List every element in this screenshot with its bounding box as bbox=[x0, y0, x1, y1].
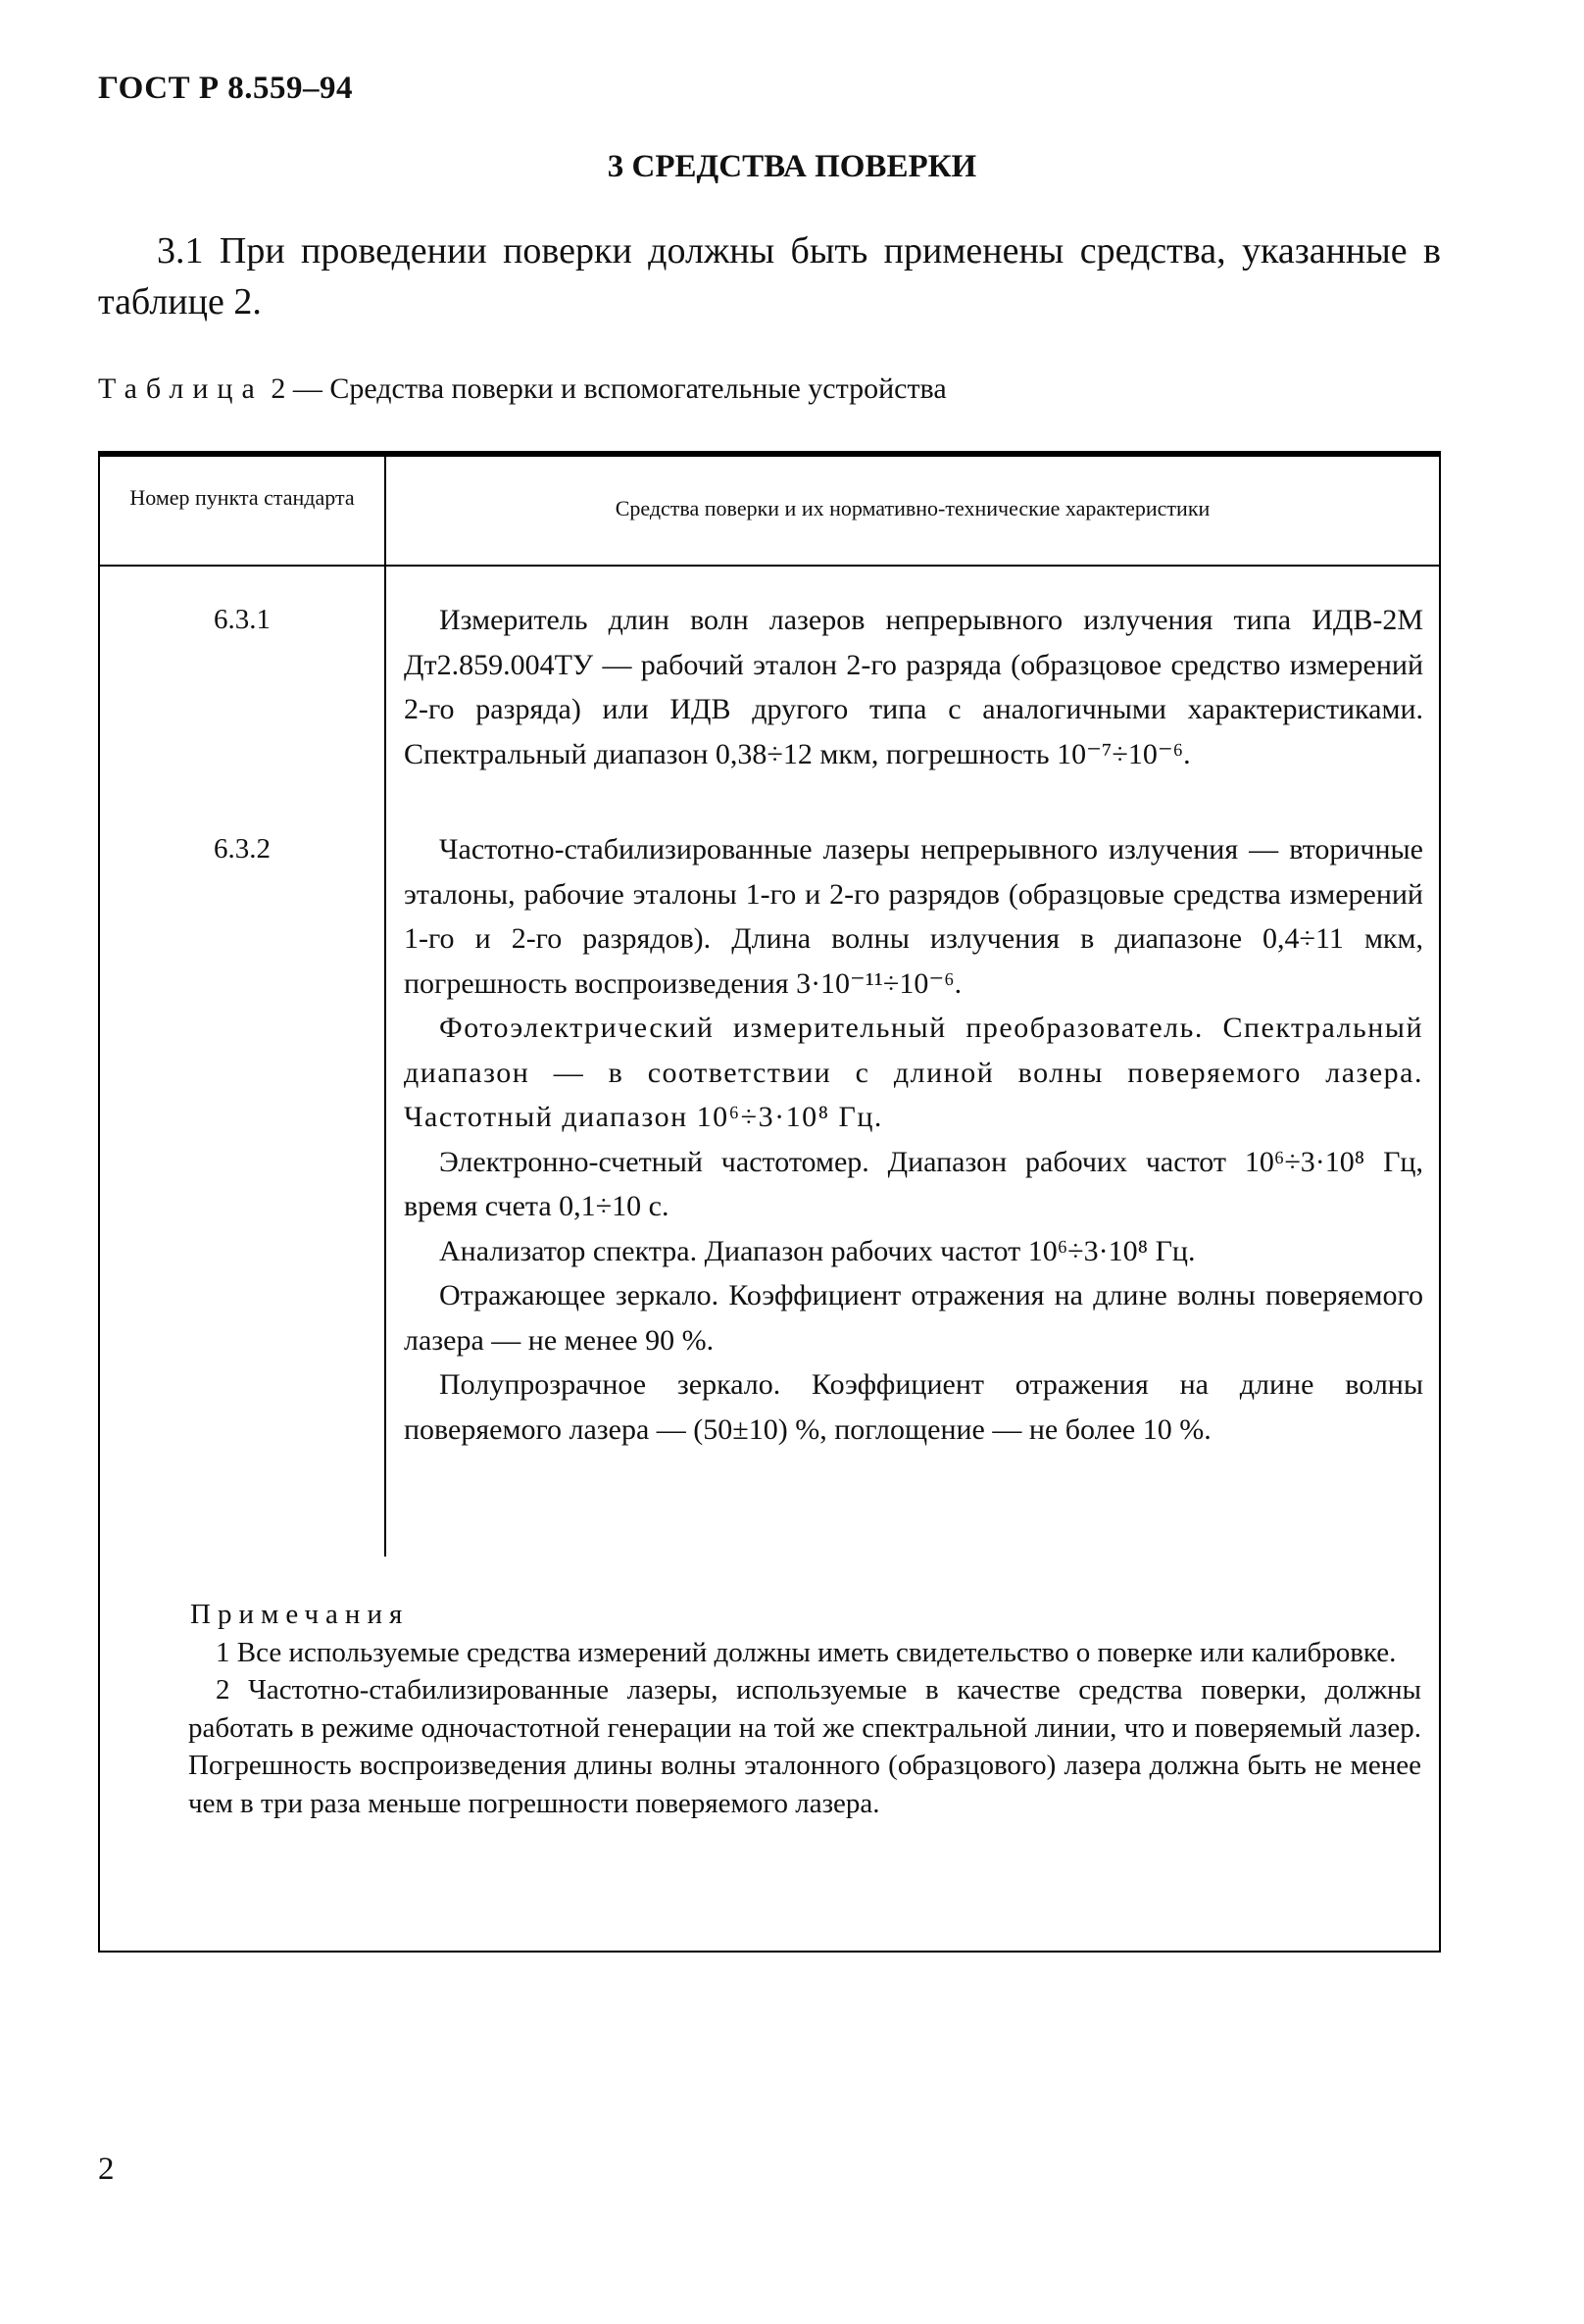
row-paragraph: Анализатор спектра. Диапазон рабочих частот 10⁶÷3·10⁸ Гц. bbox=[439, 1234, 1196, 1267]
table-caption-text: 2 — Средства поверки и вспомогательные устройства bbox=[263, 372, 947, 405]
table-caption-label: Таблица bbox=[98, 372, 264, 405]
table-header-rule bbox=[98, 565, 1441, 567]
row-paragraph: Измеритель длин волн лазеров непрерывного излучения типа ИДВ-2М Дт2.859.004ТУ — рабочий эталон 2-го разряда (образцовое средство измерений 2-го разряда) или ИДВ другого типа с аналогичными характеристиками. Спектральный диапазон 0,38÷12 мкм, погрешность 10⁻⁷÷10⁻⁶. bbox=[404, 604, 1423, 770]
document-code: ГОСТ Р 8.559–94 bbox=[98, 71, 353, 106]
row-paragraph: Фотоэлектрический измерительный преобразователь. Спектральный диапазон — в соответствии с длиной волны поверяемого лазера. Частотный диапазон 10⁶÷3·10⁸ Гц. bbox=[404, 1012, 1423, 1133]
row-paragraph: Отражающее зеркало. Коэффициент отражения на длине волны поверяемого лазера — не менее 90 %. bbox=[404, 1279, 1423, 1357]
section-title: 3 СРЕДСТВА ПОВЕРКИ bbox=[607, 149, 977, 184]
page-number: 2 bbox=[98, 2151, 115, 2187]
table-column-rule-body bbox=[384, 567, 386, 1557]
row-description bbox=[404, 598, 1423, 776]
intro-text: 3.1 При проведении поверки должны быть применены средства, указанные в таблице 2. bbox=[98, 230, 1441, 322]
row-description bbox=[404, 827, 1423, 1452]
notes-block bbox=[190, 1596, 1421, 1822]
note-item: 1 Все используемые средства измерений должны иметь свидетельство о поверке или калибровке. bbox=[216, 1636, 1397, 1668]
table-header-means: Средства поверки и их нормативно-технические характеристики bbox=[615, 496, 1211, 520]
row-paragraph: Частотно-стабилизированные лазеры непрерывного излучения — вторичные эталоны, рабочие эталоны 1-го и 2-го разрядов (образцовые средства измерений 1-го и 2-го разрядов). Длина волны излучения в диапазоне 0,4÷11 мкм, погрешность воспроизведения 3·10⁻¹¹÷10⁻⁶. bbox=[404, 833, 1423, 1000]
table-header-number: Номер пункта стандарта bbox=[129, 485, 355, 510]
intro-paragraph bbox=[98, 225, 1441, 327]
note-item: 2 Частотно-стабилизированные лазеры, используемые в качестве средства поверки, должны работать в режиме одночастотной генерации на той же спектральной линии, что и поверяемый лазер. Погрешность воспроизведения длины волны эталонного (образцового) лазера должна быть не менее чем в три раза меньше погрешности поверяемого лазера. bbox=[188, 1674, 1421, 1819]
row-paragraph: Электронно-счетный частотомер. Диапазон рабочих частот 10⁶÷3·10⁸ Гц, время счета 0,1÷10 с. bbox=[404, 1145, 1423, 1222]
row-number: 6.3.1 bbox=[214, 604, 271, 635]
row-number: 6.3.2 bbox=[214, 833, 271, 865]
notes-title: Примечания bbox=[190, 1599, 410, 1630]
table-caption bbox=[98, 372, 947, 406]
row-paragraph: Полупрозрачное зеркало. Коэффициент отражения на длине волны поверяемого лазера — (50±10) %, поглощение — не более 10 %. bbox=[404, 1368, 1423, 1446]
